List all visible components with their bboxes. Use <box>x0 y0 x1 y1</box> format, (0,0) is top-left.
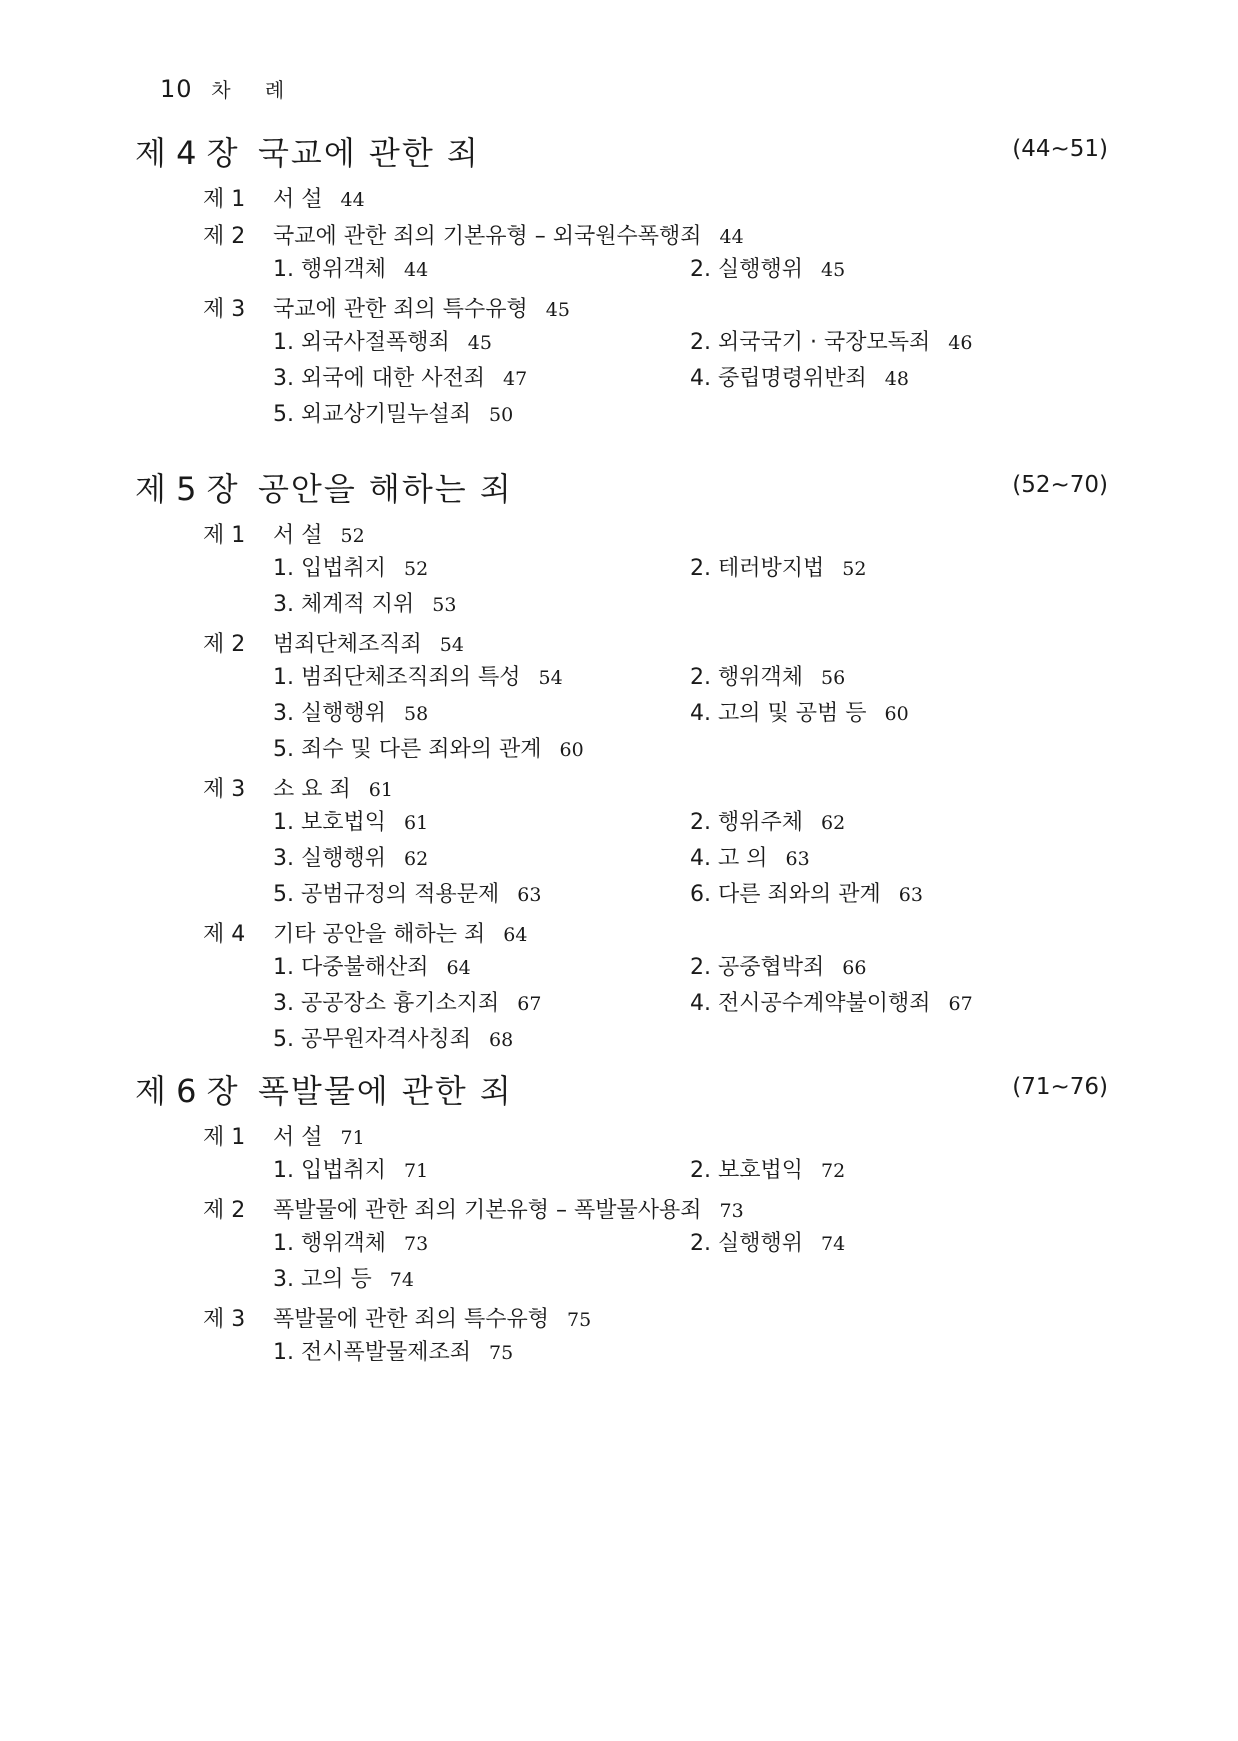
toc-item-page: 67 <box>517 993 542 1015</box>
toc-item-label: 2. 테러방지법 <box>690 556 825 581</box>
toc-item-page: 54 <box>538 667 563 689</box>
toc-item-label: 3. 체계적 지위 <box>273 592 415 617</box>
toc-item[interactable] <box>273 986 541 1022</box>
chapter-title: 폭발물에 관한 죄 <box>258 1072 513 1110</box>
chapter-title: 공안을 해하는 죄 <box>258 470 513 508</box>
item-row <box>135 325 1108 361</box>
toc-item[interactable] <box>690 252 845 288</box>
toc-item-label: 2. 실행행위 <box>690 257 803 282</box>
section-entry[interactable] <box>135 1196 1108 1226</box>
toc-item-label: 2. 보호법익 <box>690 1158 803 1183</box>
toc-item[interactable] <box>273 1226 428 1262</box>
section-page: 61 <box>368 779 393 801</box>
toc-item[interactable] <box>273 877 541 913</box>
toc-item-label: 1. 행위객체 <box>273 257 386 282</box>
toc-item[interactable] <box>273 1335 513 1371</box>
toc-item-page: 63 <box>785 848 810 870</box>
item-row <box>135 986 1108 1022</box>
toc-item-page: 74 <box>389 1269 414 1291</box>
toc-item[interactable] <box>273 732 584 768</box>
toc-item-label: 3. 외국에 대한 사전죄 <box>273 366 485 391</box>
item-row <box>135 587 1108 623</box>
section-entry[interactable] <box>135 1123 1108 1153</box>
page-header <box>160 74 298 103</box>
chapter-number: 제 4 장 <box>135 134 238 172</box>
toc-item-page: 62 <box>821 812 846 834</box>
section-number: 제 1 <box>203 1125 246 1150</box>
toc-item-label: 3. 실행행위 <box>273 846 386 871</box>
section-number: 제 4 <box>203 922 246 947</box>
item-row <box>135 841 1108 877</box>
toc-item-page: 46 <box>948 332 973 354</box>
toc-item[interactable] <box>273 325 492 361</box>
section-title: 범죄단체조직죄 54 <box>273 632 464 657</box>
section-items <box>135 1153 1108 1189</box>
toc-item[interactable] <box>273 361 527 397</box>
item-row <box>135 397 1108 433</box>
toc-item-label: 3. 실행행위 <box>273 701 386 726</box>
page-number: 10 <box>160 75 193 103</box>
toc-item[interactable] <box>273 252 428 288</box>
section-items <box>135 660 1108 768</box>
toc-item-label: 1. 범죄단체조직죄의 특성 <box>273 665 521 690</box>
toc-item[interactable] <box>690 551 866 587</box>
toc-item[interactable] <box>273 551 428 587</box>
toc-item-page: 48 <box>884 368 909 390</box>
toc-item-page: 52 <box>842 558 867 580</box>
item-row <box>135 805 1108 841</box>
toc-item-page: 58 <box>404 703 429 725</box>
item-row <box>135 1226 1108 1262</box>
section-page: 71 <box>340 1127 365 1149</box>
toc-item[interactable] <box>690 361 909 397</box>
toc-item[interactable] <box>273 1022 513 1058</box>
section-number: 제 1 <box>203 187 246 212</box>
chapter-number: 제 6 장 <box>135 1072 238 1110</box>
toc-item[interactable] <box>690 986 973 1022</box>
toc-item[interactable] <box>690 1153 845 1189</box>
toc-item-page: 72 <box>821 1160 846 1182</box>
section <box>135 1196 1108 1298</box>
section-items <box>135 805 1108 913</box>
chapter-heading[interactable] <box>135 128 1108 178</box>
section-number: 제 3 <box>203 1307 246 1332</box>
section-items <box>135 1226 1108 1298</box>
section-title: 국교에 관한 죄의 기본유형 – 외국원수폭행죄 44 <box>273 224 744 249</box>
toc-item[interactable] <box>273 660 563 696</box>
toc-item-label: 4. 고 의 <box>690 846 768 871</box>
section-items <box>135 950 1108 1058</box>
section-entry[interactable] <box>135 222 1108 252</box>
section-page: 52 <box>340 525 365 547</box>
item-row <box>135 252 1108 288</box>
toc-item-label: 2. 외국국기 · 국장모독죄 <box>690 330 931 355</box>
section-title: 국교에 관한 죄의 특수유형 45 <box>273 297 570 322</box>
running-title: 차 례 <box>211 78 299 102</box>
toc-item-page: 45 <box>821 259 846 281</box>
section-page: 44 <box>719 226 744 248</box>
chapter-title: 국교에 관한 죄 <box>258 134 480 172</box>
section <box>135 775 1108 913</box>
chapter <box>135 464 1108 1058</box>
toc-item[interactable] <box>690 841 810 877</box>
section-items <box>135 1335 1108 1371</box>
item-row <box>135 1335 1108 1371</box>
toc-item[interactable] <box>273 397 513 433</box>
chapter <box>135 128 1108 433</box>
toc-item-page: 73 <box>404 1233 429 1255</box>
toc-item-page: 56 <box>821 667 846 689</box>
toc-item[interactable] <box>273 587 456 623</box>
section-title: 폭발물에 관한 죄의 특수유형 75 <box>273 1307 592 1332</box>
section <box>135 1305 1108 1371</box>
section-page: 54 <box>439 634 464 656</box>
section <box>135 1123 1108 1189</box>
item-row <box>135 732 1108 768</box>
toc-item-label: 6. 다른 죄와의 관계 <box>690 882 881 907</box>
item-row <box>135 1022 1108 1058</box>
section <box>135 222 1108 288</box>
toc-item-label: 2. 행위객체 <box>690 665 803 690</box>
section-entry[interactable] <box>135 630 1108 660</box>
toc-item-page: 63 <box>517 884 542 906</box>
toc-item-page: 63 <box>898 884 923 906</box>
item-row <box>135 950 1108 986</box>
section-items <box>135 252 1108 288</box>
toc-item[interactable] <box>690 696 909 732</box>
toc-item-label: 4. 고의 및 공범 등 <box>690 701 867 726</box>
toc-item[interactable] <box>273 1262 414 1298</box>
section-entry[interactable] <box>135 521 1108 551</box>
toc-item-label: 5. 외교상기밀누설죄 <box>273 402 471 427</box>
section-entry[interactable] <box>135 1305 1108 1335</box>
toc-item-label: 4. 중립명령위반죄 <box>690 366 867 391</box>
section-title: 폭발물에 관한 죄의 기본유형 – 폭발물사용죄 73 <box>273 1198 744 1223</box>
toc-item-label: 1. 입법취지 <box>273 556 386 581</box>
section-page: 73 <box>719 1200 744 1222</box>
toc-item-label: 3. 공공장소 흉기소지죄 <box>273 991 500 1016</box>
section <box>135 185 1108 215</box>
toc-item-label: 1. 보호법익 <box>273 810 386 835</box>
section-entry[interactable] <box>135 775 1108 805</box>
toc-item-page: 60 <box>884 703 909 725</box>
section-entry[interactable] <box>135 295 1108 325</box>
toc-item[interactable] <box>273 696 428 732</box>
section-title: 서 설 44 <box>273 187 365 212</box>
toc-item[interactable] <box>690 877 923 913</box>
chapter <box>135 1066 1108 1371</box>
chapter-page-range: (52~70) <box>1012 472 1108 498</box>
section-number: 제 2 <box>203 224 246 249</box>
toc-item-page: 52 <box>404 558 429 580</box>
toc-item-page: 60 <box>559 739 584 761</box>
toc-item[interactable] <box>690 325 972 361</box>
toc-item-label: 5. 공범규정의 적용문제 <box>273 882 500 907</box>
section-number: 제 2 <box>203 632 246 657</box>
toc-item[interactable] <box>690 660 845 696</box>
item-row <box>135 877 1108 913</box>
toc-item-page: 74 <box>821 1233 846 1255</box>
toc-item-label: 2. 실행행위 <box>690 1231 803 1256</box>
chapter-page-range: (44~51) <box>1012 136 1108 162</box>
toc-item-label: 1. 외국사절폭행죄 <box>273 330 450 355</box>
toc-item-label: 2. 공중협박죄 <box>690 955 825 980</box>
toc-item-label: 3. 고의 등 <box>273 1267 372 1292</box>
toc-item-page: 67 <box>948 993 973 1015</box>
section-items <box>135 325 1108 433</box>
toc-item-label: 1. 다중불해산죄 <box>273 955 429 980</box>
item-row <box>135 1262 1108 1298</box>
toc-item-label: 2. 행위주체 <box>690 810 803 835</box>
toc-item-label: 5. 죄수 및 다른 죄와의 관계 <box>273 737 542 762</box>
chapter-heading[interactable] <box>135 1066 1108 1116</box>
section-page: 44 <box>340 189 365 211</box>
toc-item[interactable] <box>690 950 866 986</box>
toc-item-page: 44 <box>404 259 429 281</box>
toc-item[interactable] <box>273 1153 428 1189</box>
toc-item[interactable] <box>690 1226 845 1262</box>
section-page: 64 <box>503 924 528 946</box>
section-page: 45 <box>545 299 570 321</box>
toc-item-page: 75 <box>489 1342 514 1364</box>
section-entry[interactable] <box>135 185 1108 215</box>
item-row <box>135 696 1108 732</box>
section-title: 서 설 71 <box>273 1125 365 1150</box>
toc-item-page: 53 <box>432 594 457 616</box>
item-row <box>135 660 1108 696</box>
toc-item-page: 66 <box>842 957 867 979</box>
section <box>135 295 1108 433</box>
toc-item[interactable] <box>690 805 845 841</box>
toc-item[interactable] <box>273 950 471 986</box>
item-row <box>135 551 1108 587</box>
section <box>135 920 1108 1058</box>
toc-item-page: 45 <box>467 332 492 354</box>
toc-item-page: 64 <box>446 957 471 979</box>
item-row <box>135 361 1108 397</box>
toc-item-page: 50 <box>489 404 514 426</box>
toc-item-label: 5. 공무원자격사칭죄 <box>273 1027 471 1052</box>
section-number: 제 3 <box>203 297 246 322</box>
chapter-number: 제 5 장 <box>135 470 238 508</box>
item-row <box>135 1153 1108 1189</box>
section <box>135 630 1108 768</box>
toc-item-label: 1. 입법취지 <box>273 1158 386 1183</box>
section-number: 제 1 <box>203 523 246 548</box>
toc-item-page: 61 <box>404 812 429 834</box>
section-title: 기타 공안을 해하는 죄 64 <box>273 922 528 947</box>
section-title: 소 요 죄 61 <box>273 777 393 802</box>
toc-item[interactable] <box>273 841 428 877</box>
section-number: 제 2 <box>203 1198 246 1223</box>
toc-item-page: 68 <box>489 1029 514 1051</box>
toc-item-label: 4. 전시공수계약불이행죄 <box>690 991 931 1016</box>
toc-item-page: 47 <box>503 368 528 390</box>
toc-item-label: 1. 행위객체 <box>273 1231 386 1256</box>
toc-item-page: 71 <box>404 1160 429 1182</box>
section-entry[interactable] <box>135 920 1108 950</box>
section-number: 제 3 <box>203 777 246 802</box>
toc-item-page: 62 <box>404 848 429 870</box>
section-page: 75 <box>567 1309 592 1331</box>
toc-item-label: 1. 전시폭발물제조죄 <box>273 1340 471 1365</box>
section-title: 서 설 52 <box>273 523 365 548</box>
toc-item[interactable] <box>273 805 428 841</box>
section-items <box>135 551 1108 623</box>
chapter-heading[interactable] <box>135 464 1108 514</box>
chapter-page-range: (71~76) <box>1012 1074 1108 1100</box>
section <box>135 521 1108 623</box>
